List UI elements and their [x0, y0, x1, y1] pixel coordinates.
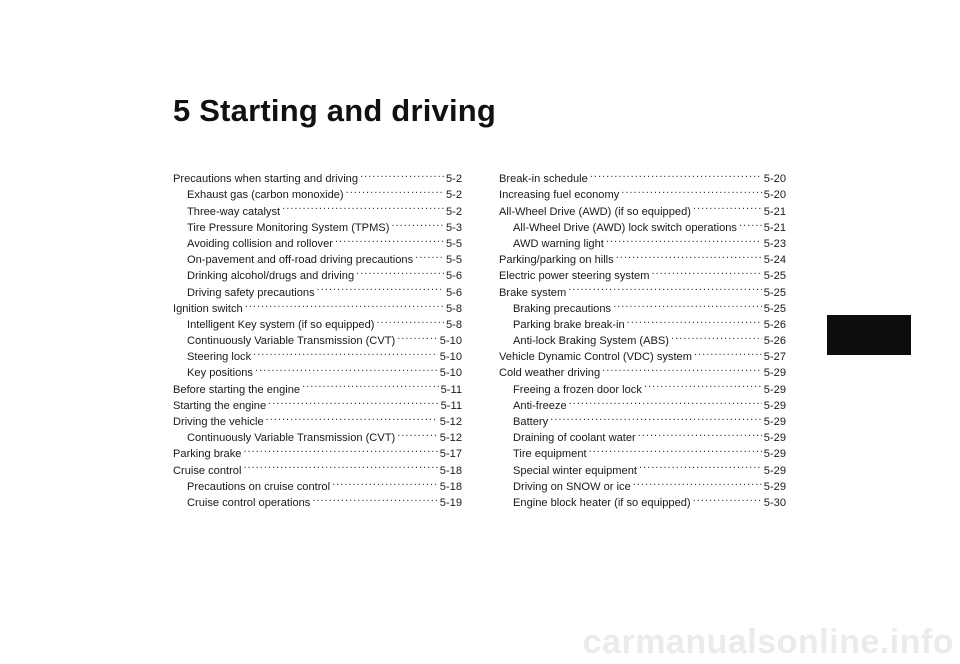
toc-entry-label: Draining of coolant water [513, 432, 636, 445]
toc-entry-label: Freeing a frozen door lock [513, 383, 642, 396]
toc-dot-leader [693, 198, 762, 214]
toc-dot-leader [397, 425, 438, 441]
toc-entry-page: 5-21 [763, 205, 786, 218]
toc-entry-label: Break-in schedule [499, 173, 588, 186]
toc-dot-leader [376, 312, 443, 328]
toc-dot-leader [602, 360, 762, 376]
toc-left-column [173, 166, 462, 509]
toc-dot-leader [613, 296, 762, 312]
toc-entry-label: Tire Pressure Monitoring System (TPMS) [187, 221, 390, 234]
toc-dot-leader [335, 231, 444, 247]
toc-entry-page: 5-30 [763, 496, 786, 509]
toc-entry-label: Starting the engine [173, 399, 267, 412]
toc-dot-leader [268, 393, 438, 409]
toc-entry-label: On-pavement and off-road driving precautions [187, 254, 414, 267]
toc-dot-leader [633, 474, 762, 490]
toc-entry-label: Tire equipment [513, 448, 587, 461]
toc-entry-page: 5-18 [439, 480, 462, 493]
toc-dot-leader [651, 263, 761, 279]
toc-entry-label: Exhaust gas (carbon monoxide) [187, 189, 344, 202]
toc-entry-label: Intelligent Key system (if so equipped) [187, 318, 375, 331]
toc-entry-label: AWD warning light [513, 237, 604, 250]
toc-entry-page: 5-6 [445, 286, 462, 299]
toc-dot-leader [616, 247, 762, 263]
toc-entry-label: Battery [513, 416, 549, 428]
toc-entry-page: 5-20 [763, 189, 786, 202]
toc-dot-leader [671, 328, 762, 344]
toc-entry-page: 5-29 [763, 383, 786, 396]
toc-entry-label: Driving the vehicle [173, 416, 264, 428]
toc-dot-leader [638, 425, 762, 441]
toc-entry-page: 5-29 [763, 480, 786, 493]
toc-entry-label: Anti-freeze [513, 399, 567, 412]
toc-dot-leader [360, 166, 444, 182]
toc-dot-leader [253, 344, 438, 360]
toc-entry-page: 5-5 [445, 237, 462, 250]
toc-dot-leader [589, 441, 762, 457]
toc-entry-label: Special winter equipment [513, 464, 637, 477]
toc-entry-label: Cruise control operations [187, 496, 311, 509]
toc-entry-page: 5-29 [763, 448, 786, 461]
toc-dot-leader [397, 328, 438, 344]
toc-dot-leader [356, 263, 444, 279]
toc-entry-label: Avoiding collision and rollover [187, 237, 333, 250]
toc-right-column [499, 166, 786, 509]
toc-entry-label: Precautions on cruise control [187, 480, 331, 493]
toc-entry-page: 5-6 [445, 270, 462, 283]
toc-entry-page: 5-10 [439, 367, 462, 380]
toc-entry-page: 5-23 [763, 237, 786, 250]
toc-dot-leader [627, 312, 762, 328]
toc-entry-page: 5-29 [763, 432, 786, 445]
toc-entry-label: Cruise control [173, 464, 242, 477]
toc-entry-label: Driving on SNOW or ice [513, 480, 631, 493]
toc-dot-leader [317, 279, 444, 295]
toc-entry-label: Continuously Variable Transmission (CVT) [187, 335, 396, 348]
toc-entry-page: 5-19 [439, 496, 462, 509]
toc-entry-label: All-Wheel Drive (AWD) lock switch operations [513, 221, 737, 234]
toc-entry-page: 5-29 [763, 416, 786, 428]
toc-entry-label: Key positions [187, 367, 253, 380]
toc-entry-page: 5-25 [763, 270, 786, 283]
watermark: carmanualsonline.info [582, 623, 954, 661]
toc-entry-page: 5-10 [439, 351, 462, 364]
toc-entry-label: Precautions when starting and driving [173, 173, 359, 186]
toc-entry-label: Cold weather driving [499, 367, 601, 380]
toc-entry-page: 5-12 [439, 416, 462, 428]
toc-entry-page: 5-26 [763, 335, 786, 348]
toc-entry-label: Braking precautions [513, 302, 612, 315]
toc-entry-page: 5-2 [445, 205, 462, 218]
toc-entry-label: Anti-lock Braking System (ABS) [513, 335, 669, 348]
toc-dot-leader [312, 490, 437, 506]
toc-entry-label: Driving safety precautions [187, 286, 315, 299]
toc-dot-leader [739, 215, 762, 231]
toc-entry-label: Drinking alcohol/drugs and driving [187, 270, 355, 283]
toc-entry-page: 5-21 [763, 221, 786, 234]
toc-entry-page: 5-8 [445, 302, 462, 315]
toc-dot-leader [644, 376, 762, 392]
toc-entry[interactable] [499, 166, 786, 186]
toc-entry-label: Ignition switch [173, 302, 243, 315]
toc-dot-leader [332, 474, 438, 490]
toc-entry-label: Brake system [499, 286, 567, 299]
toc-entry-page: 5-11 [440, 383, 462, 396]
toc-entry-page: 5-2 [445, 189, 462, 202]
toc-entry-page: 5-20 [763, 173, 786, 186]
toc-entry-label: Parking brake break-in [513, 318, 625, 331]
toc-entry-label: Increasing fuel economy [499, 189, 620, 202]
toc-dot-leader [590, 166, 762, 182]
toc-entry-page: 5-3 [445, 221, 462, 234]
chapter-title: 5 Starting and driving [173, 93, 497, 128]
toc-entry-label: Parking/parking on hills [499, 254, 614, 267]
toc-dot-leader [255, 360, 438, 376]
toc-entry-page: 5-29 [763, 464, 786, 477]
toc-entry-label: Electric power steering system [499, 270, 650, 283]
toc-entry-label: Continuously Variable Transmission (CVT) [187, 432, 396, 445]
toc-entry-page: 5-12 [439, 432, 462, 445]
toc-dot-leader [568, 279, 762, 295]
toc-entry-label: All-Wheel Drive (AWD) (if so equipped) [499, 205, 691, 218]
toc-entry-label: Engine block heater (if so equipped) [513, 496, 691, 509]
toc-entry-label: Vehicle Dynamic Control (VDC) system [499, 351, 692, 364]
toc-dot-leader [391, 215, 444, 231]
toc-dot-leader [245, 296, 444, 312]
toc-dot-leader [266, 409, 438, 425]
toc-entry-page: 5-27 [763, 351, 786, 364]
toc-entry-page: 5-17 [439, 448, 462, 461]
toc-dot-leader [694, 344, 762, 360]
toc-entry-page: 5-29 [763, 399, 786, 412]
toc-entry-page: 5-10 [439, 335, 462, 348]
toc-entry-page: 5-26 [763, 318, 786, 331]
toc-dot-leader [693, 490, 762, 506]
toc-entry-label: Steering lock [187, 351, 252, 364]
toc-dot-leader [569, 393, 762, 409]
toc-entry-page: 5-25 [763, 286, 786, 299]
toc-entry-label: Parking brake [173, 448, 242, 461]
toc-entry-page: 5-8 [445, 318, 462, 331]
toc-dot-leader [346, 182, 444, 198]
toc-entry-label: Before starting the engine [173, 383, 301, 396]
toc-entry-page: 5-25 [763, 302, 786, 315]
toc-dot-leader [550, 409, 762, 425]
toc-entry-page: 5-29 [763, 367, 786, 380]
toc-dot-leader [415, 247, 444, 263]
toc-entry-page: 5-18 [439, 464, 462, 477]
toc-dot-leader [606, 231, 762, 247]
toc-dot-leader [639, 457, 762, 473]
toc-entry-page: 5-24 [763, 254, 786, 267]
toc-dot-leader [621, 182, 762, 198]
chapter-tab-marker [827, 315, 911, 355]
toc-entry[interactable] [173, 166, 462, 186]
toc-dot-leader [302, 376, 439, 392]
toc-entry-page: 5-2 [445, 173, 462, 186]
toc-entry-page: 5-5 [445, 254, 462, 267]
toc-dot-leader [243, 441, 437, 457]
toc-entry-page: 5-11 [440, 399, 462, 412]
toc-dot-leader [243, 457, 437, 473]
toc-dot-leader [282, 198, 444, 214]
toc-entry-label: Three-way catalyst [187, 205, 281, 218]
